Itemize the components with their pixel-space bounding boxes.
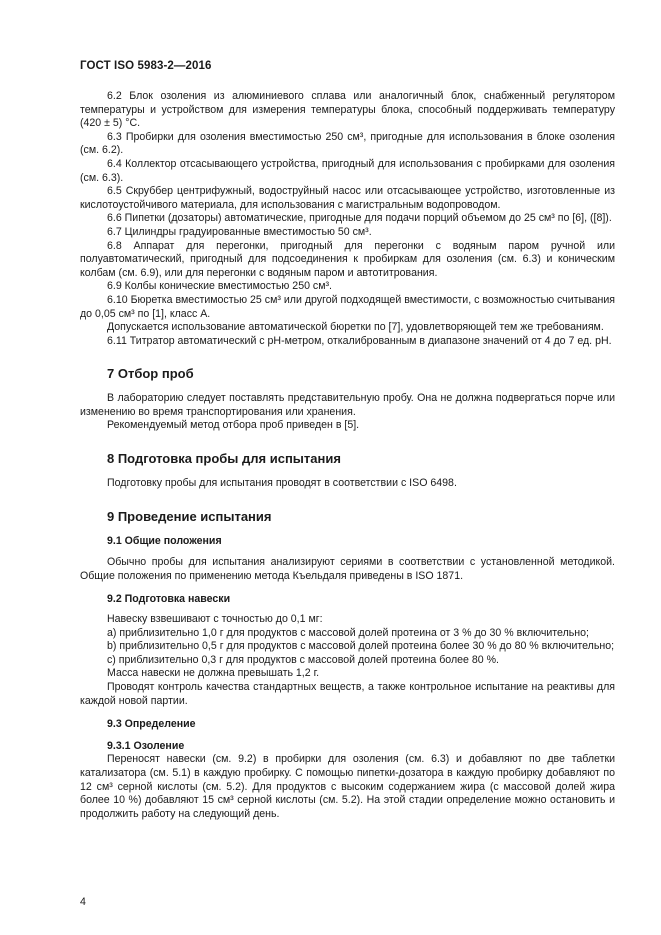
section-heading-8: 8 Подготовка пробы для испытания: [107, 451, 341, 467]
subsection-heading-9-3-1: 9.3.1 Озоление: [107, 739, 185, 752]
paragraph-6-3: 6.3 Пробирки для озоления вместимостью 250 см³, пригодные для использования в блоке озоления (см. 6.2).: [80, 130, 615, 157]
list-item-b: b) приблизительно 0,5 г для продуктов с массовой долей протеина более 30 % до 80 % включительно;: [107, 640, 615, 653]
paragraph-6-11: 6.11 Титратор автоматический с рН-метром, откалиброванным в диапазоне значений от 4 до 7 ед. рН.: [107, 334, 612, 347]
subsection-heading-9-1: 9.1 Общие положения: [107, 534, 222, 547]
paragraph-9-2-mass: Масса навески не должна превышать 1,2 г.: [107, 667, 320, 680]
paragraph-6-6: 6.6 Пипетки (дозаторы) автоматические, пригодные для подачи порций объемом до 25 см³ по [6], ([8]).: [107, 212, 612, 225]
paragraph-6-2: 6.2 Блок озоления из алюминиевого сплава или аналогичный блок, снабженный регулятором температуры и устройством для измерения температуры блока, способный поддерживать температуру (420 ± 5) °С.: [80, 90, 615, 130]
document-body: [80, 90, 615, 821]
paragraph-9-2-intro: Навеску взвешивают с точностью до 0,1 мг:: [107, 613, 323, 626]
paragraph-6-7: 6.7 Цилиндры градуированные вместимостью 50 см³.: [107, 225, 372, 238]
paragraph-9-1: Обычно пробы для испытания анализируют сериями в соответствии с установленной методикой. Общие положения по применению метода Къельдаля приведены в ISO 1871.: [80, 556, 615, 582]
document-header: ГОСТ ISO 5983-2—2016: [80, 60, 212, 72]
paragraph-7-1: В лабораторию следует поставлять представительную пробу. Она не должна подвергаться порче или изменению во время транспортирования или хранения.: [80, 392, 615, 418]
paragraph-9-2-control: Проводят контроль качества стандартных веществ, а также контрольное испытание на реактивы для каждой новой партии.: [80, 681, 615, 707]
paragraph-6-10: 6.10 Бюретка вместимостью 25 см³ или другой подходящей вместимости, с возможностью считывания до 0,05 см³ по [1], класс А.: [80, 293, 615, 320]
list-item-c: c) приблизительно 0,3 г для продуктов с массовой долей протеина более 80 %.: [107, 653, 499, 666]
paragraph-6-9: 6.9 Колбы конические вместимостью 250 см³.: [107, 280, 332, 293]
paragraph-6-8: 6.8 Аппарат для перегонки, пригодный для перегонки с водяным паром ручной или полуавтоматический, пригодный для подсоединения к пробиркам для озоления (см. 6.3) и коническим колбам (см. 6.9), или для перегонки с водяным паром и автотитрования.: [80, 239, 615, 279]
paragraph-7-2: Рекомендуемый метод отбора проб приведен в [5].: [107, 419, 360, 432]
subsection-heading-9-3: 9.3 Определение: [107, 718, 196, 731]
paragraph-6-5: 6.5 Скруббер центрифужный, водоструйный насос или отсасывающее устройство, изготовленные из кислотоустойчивого материала, для использования с магистральным водопроводом.: [80, 185, 615, 211]
paragraph-6-10-note: Допускается использование автоматической бюретки по [7], удовлетворяющей тем же требованиям.: [107, 321, 604, 334]
paragraph-6-4: 6.4 Коллектор отсасывающего устройства, пригодный для использования с пробирками для озоления (см. 6.3).: [80, 157, 615, 184]
paragraph-8-1: Подготовку пробы для испытания проводят в соответствии с ISO 6498.: [107, 477, 457, 490]
section-heading-7: 7 Отбор проб: [107, 366, 194, 382]
page-number: 4: [80, 896, 86, 908]
section-heading-9: 9 Проведение испытания: [107, 508, 272, 524]
list-item-a: а) приблизительно 1,0 г для продуктов с массовой долей протеина от 3 % до 30 % включительно;: [107, 626, 589, 639]
paragraph-9-3-1: Переносят навески (см. 9.2) в пробирки для озоления (см. 6.3) и добавляют по две таблетки катализатора (см. 5.1) в каждую пробирку. С помощью пипетки-дозатора в каждую пробирку добавляют по 12 см³ серной кислоты (см. 5.2). Для продуктов с высоким содержанием жира (с массовой долей жира более 10 %) добавляют 15 см³ серной кислоты (см. 5.2). На этой стадии определение можно остановить и продолжить работу на следующий день.: [80, 753, 615, 820]
subsection-heading-9-2: 9.2 Подготовка навески: [107, 593, 231, 606]
